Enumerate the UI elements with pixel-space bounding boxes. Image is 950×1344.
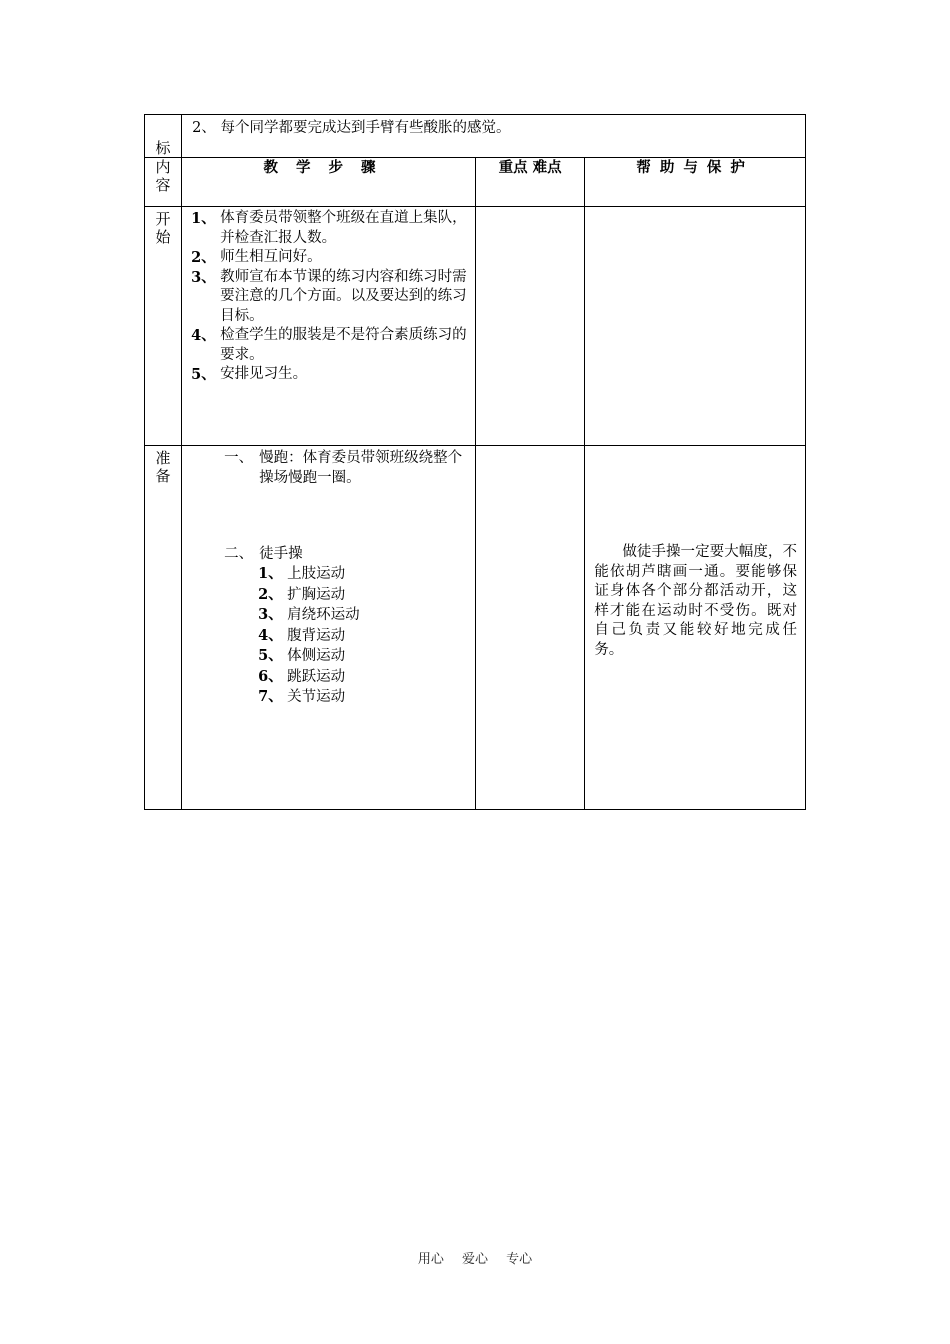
lesson-plan-table (144, 114, 806, 810)
header-side-label-2: 容 (155, 176, 171, 194)
goal-text: 2、 每个同学都要完成达到手臂有些酸胀的感觉。 (182, 115, 806, 158)
start-side-label-1: 开 (155, 210, 171, 228)
list-item: 6、 跳跃运动 (258, 667, 346, 685)
list-item: 4、 腹背运动 (258, 626, 346, 644)
start-key-cell (475, 207, 584, 446)
list-item: 2、 师生相互问好。 (191, 249, 322, 266)
header-steps: 教学步骤 (182, 158, 476, 207)
goal-side-label: 标 (155, 139, 171, 157)
list-item: 3、 教师宣布本节课的练习内容和练习时需要注意的几个方面。以及要达到的练习目标。 (191, 268, 467, 324)
list-item: 4、 检查学生的服装是不是符合素质练习的要求。 (191, 327, 467, 363)
prep-side-label-1: 准 (155, 449, 171, 467)
prep-key-cell (475, 446, 584, 810)
prep-help-text: 做徒手操一定要大幅度，不能依胡芦瞎画一通。要能够保证身体各个部分都活动开，这样才能在运动时不受伤。既对自己负责又能较好地完成任务。 (594, 544, 797, 658)
list-item: 2、 扩胸运动 (258, 585, 346, 603)
header-help: 帮助与保护 (585, 158, 806, 207)
header-key-points: 重点 难点 (475, 158, 584, 207)
start-help-cell (585, 207, 806, 446)
list-item: 3、 肩绕环运动 (258, 606, 360, 623)
start-side-cell (145, 207, 182, 446)
header-side-label-1: 内 (155, 158, 171, 176)
list-item: 5、 安排见习生。 (191, 366, 308, 383)
prep-side-cell (145, 446, 182, 810)
prep-section-exercises: 二、 徒手操 (224, 546, 303, 562)
start-side-label-2: 始 (155, 228, 171, 246)
list-item: 1、 上肢运动 (258, 565, 346, 582)
list-item: 7、 关节运动 (258, 688, 346, 705)
prep-row (145, 446, 806, 810)
start-steps-cell (182, 207, 476, 446)
list-item: 5、 体侧运动 (258, 647, 346, 664)
goal-row (145, 115, 806, 158)
prep-steps-cell (182, 446, 476, 810)
start-steps-list (182, 207, 475, 385)
prep-help-cell (585, 446, 806, 810)
prep-side-label-2: 备 (155, 467, 171, 485)
page-footer: 用心 爱心 专心 (417, 1252, 533, 1267)
goal-side-cell (145, 115, 182, 158)
header-row (145, 158, 806, 207)
exercise-list (224, 564, 469, 708)
prep-section-jog: 一、 慢跑：体育委员带领班级绕整个操场慢跑一圈。 (224, 450, 463, 486)
start-row (145, 207, 806, 446)
header-side-cell (145, 158, 182, 207)
list-item: 1、 体育委员带领整个班级在直道上集队，并检查汇报人数。 (191, 210, 467, 246)
